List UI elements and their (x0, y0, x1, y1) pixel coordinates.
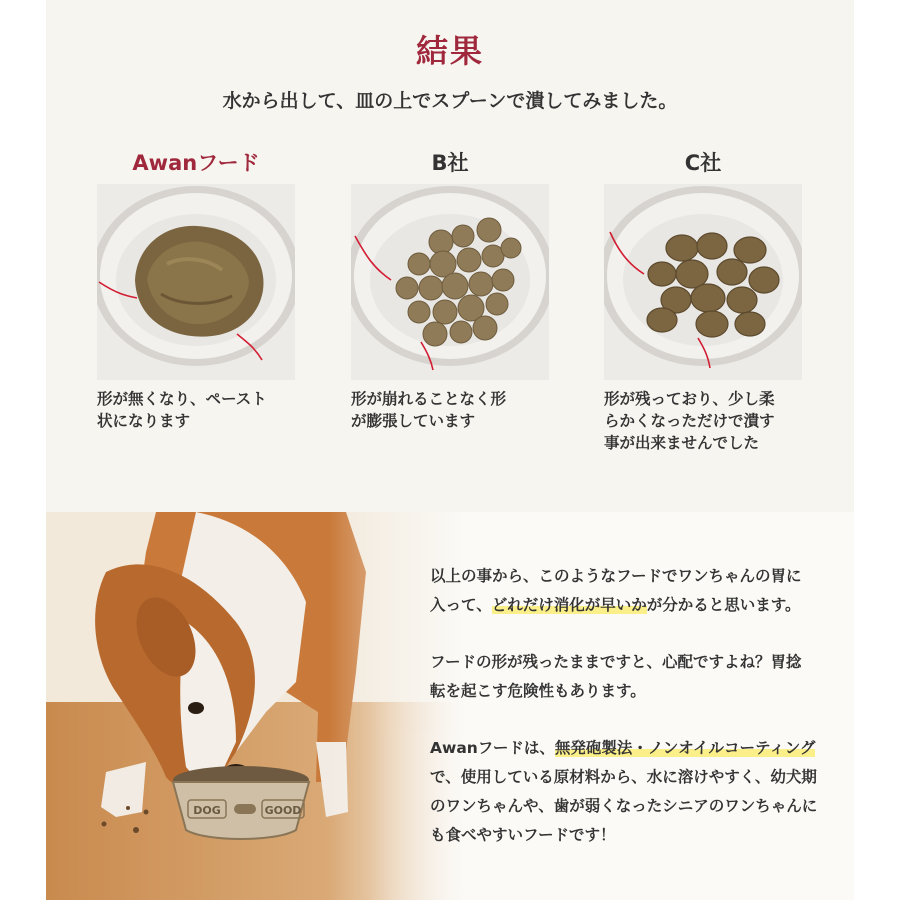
paragraph-2: フードの形が残ったままですと、心配ですよね？胃捻 転を起こす危険性もあります。 (430, 653, 802, 700)
comparison-b (351, 148, 549, 432)
section-title: 結果 (415, 32, 484, 70)
paragraph-3: Awanフードは、無発砲製法・ノンオイルコーティング で、使用している原材料から、水に溶けやすく、幼犬期 のワンちゃんや、歯が弱くなったシニアのワンちゃんに も食べやすいフードです！ (430, 739, 818, 844)
awan-food-photo (97, 184, 295, 380)
highlight-digestion-speed: どれだけ消化が早いか (491, 596, 647, 614)
dog-eating-image-block (46, 512, 854, 900)
caption-awan: 形が無くなり、ペースト 状になります (97, 390, 267, 430)
c-food-photo (604, 184, 802, 380)
product-name-awan: Awanフード (132, 151, 260, 175)
comparison-awan (97, 148, 295, 432)
section-subtitle: 水から出して、皿の上でスプーンで潰してみました。 (222, 90, 678, 112)
b-food-photo (351, 184, 549, 380)
product-name-b: B社 (431, 151, 469, 175)
highlight-manufacturing: 無発砲製法・ノンオイルコーティング (554, 739, 816, 757)
comparison-c (604, 148, 802, 454)
caption-b: 形が崩れることなく形 が膨張しています (351, 390, 507, 430)
product-name-c: C社 (684, 151, 722, 175)
caption-c: 形が残っており、少し柔 らかくなっただけで潰す 事が出来ませんでした (604, 390, 775, 452)
paragraph-1: 以上の事から、このようなフードでワンちゃんの胃に 入って、どれだけ消化が早いかが分かると思います。 (430, 567, 802, 614)
